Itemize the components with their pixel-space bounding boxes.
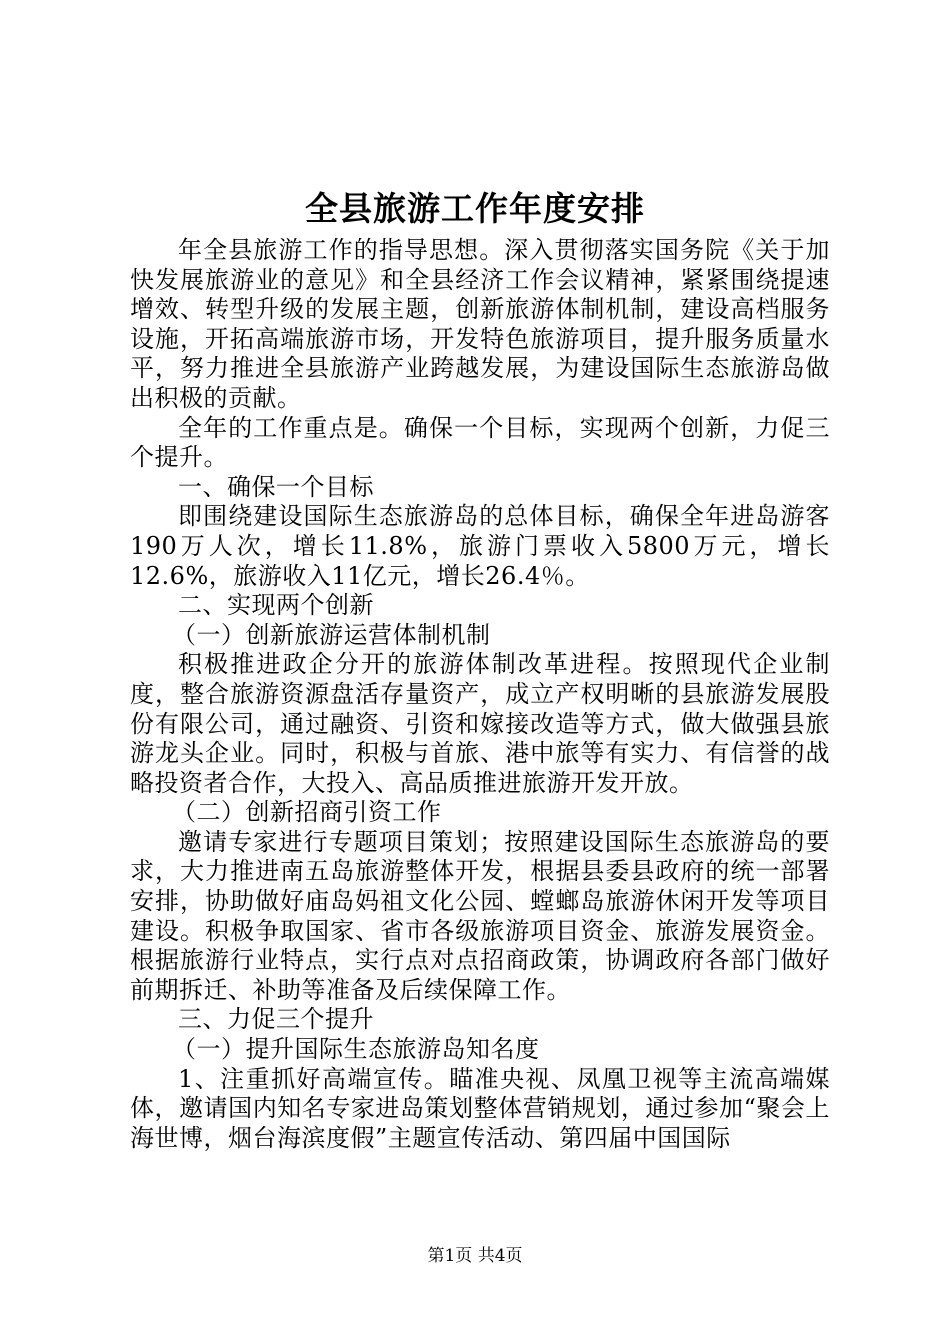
heading-section-2: 二、实现两个创新 (178, 591, 374, 620)
document-title: 全县旅游工作年度安排 (305, 189, 645, 228)
subheading-3-1: （一）提升国际生态旅游岛知名度 (172, 1035, 540, 1064)
paragraph-guiding-thought: 年全县旅游工作的指导思想。深入贯彻落实国务院《关于加快发展旅游业的意见》和全县经济工作会议精神，紧紧围绕提速增效、转型升级的发展主题，创新旅游体制机制，建设高档服务设施，开拓高端旅游市场，开发特色旅游项目，提升服务质量水平，努力推进全县旅游产业跨越发展，为建设国际生态旅游岛做出积极的贡献。 (130, 236, 830, 412)
paragraph-system-reform: 积极推进政企分开的旅游体制改革进程。按照现代企业制度，整合旅游资源盘活存量资产，成立产权明晰的县旅游发展股份有限公司，通过融资、引资和嫁接改造等方式，做大做强县旅游龙头企业。同时，积极与首旅、港中旅等有实力、有信誉的战略投资者合作，大投入、高品质推进旅游开发开放。 (130, 650, 830, 797)
paragraph-target: 即围绕建设国际生态旅游岛的总体目标，确保全年进岛游客190万人次，增长11.8%，旅游门票收入5800万元，增长12.6%，旅游收入11亿元，增长26.4％。 (130, 502, 830, 590)
paragraph-work-focus: 全年的工作重点是。确保一个目标，实现两个创新，力促三个提升。 (130, 413, 830, 472)
paragraph-investment: 邀请专家进行专题项目策划；按照建设国际生态旅游岛的要求，大力推进南五岛旅游整体开发，根据县委县政府的统一部署安排，协助做好庙岛妈祖文化公园、螳螂岛旅游休闲开发等项目建设。积极争取国家、省市各级旅游项目资金、旅游发展资金。根据旅游行业特点，实行点对点招商政策，协调政府各部门做好前期拆迁、补助等准备及后续保障工作。 (130, 827, 830, 1004)
heading-section-1: 一、确保一个目标 (178, 472, 374, 501)
paragraph-publicity: 1、注重抓好高端宣传。瞄准央视、凤凰卫视等主流高端媒体，邀请国内知名专家进岛策划整体营销规划，通过参加“聚会上海世博，烟台海滨度假”主题宣传活动、第四届中国国际 (130, 1064, 830, 1152)
subheading-2-1: （一）创新旅游运营体制机制 (172, 620, 491, 649)
subheading-2-2: （二）创新招商引资工作 (172, 798, 442, 827)
heading-section-3: 三、力促三个提升 (178, 1005, 374, 1034)
document-body (130, 236, 830, 1153)
page-number-footer: 第1页 共4页 (427, 1246, 523, 1266)
